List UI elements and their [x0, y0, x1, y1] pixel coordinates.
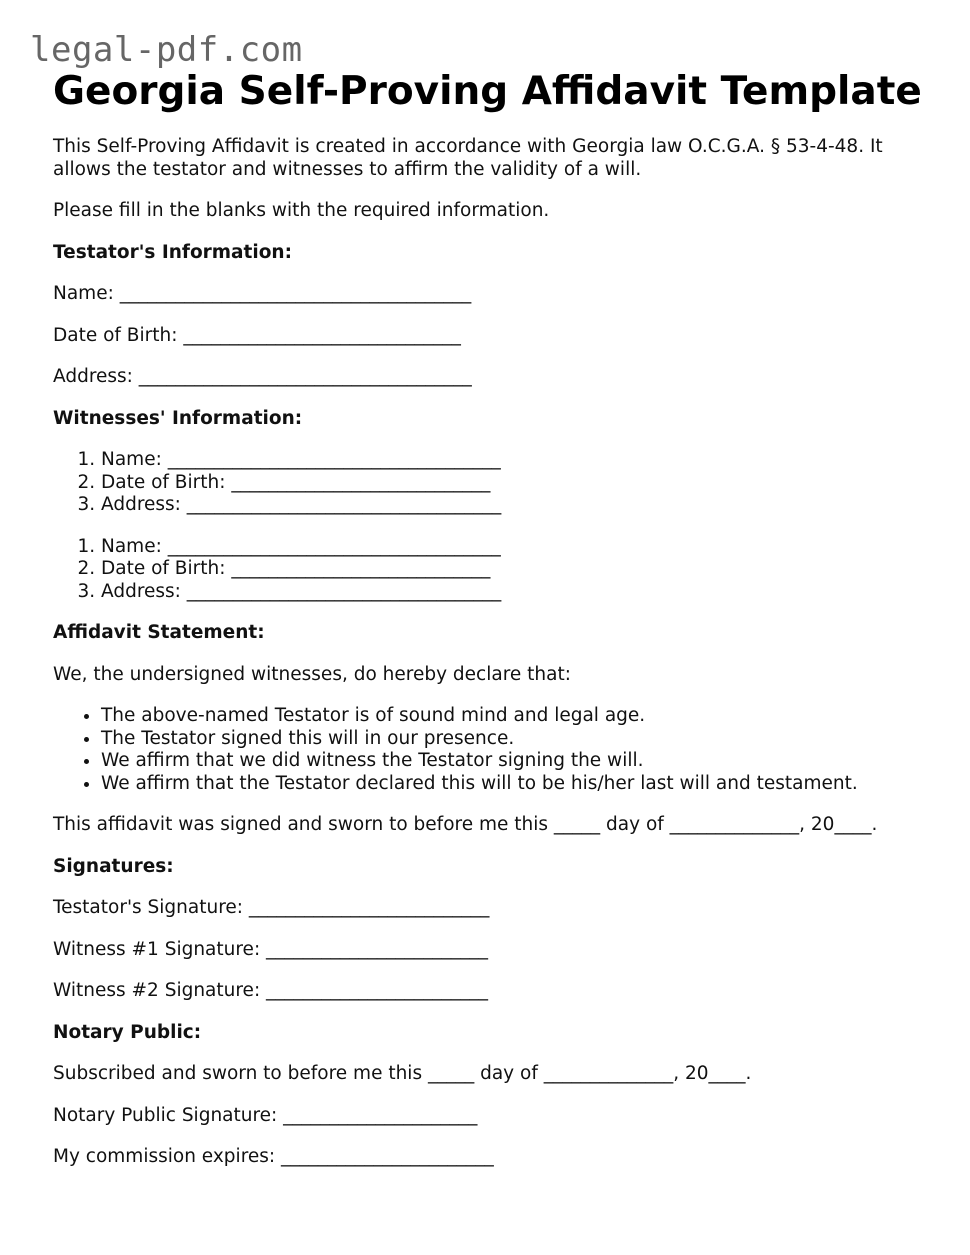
witness-two-signature-line: Witness #2 Signature: ________________________: [53, 980, 489, 1001]
witness-two-list: [53, 536, 933, 604]
witness-one-list: [53, 449, 933, 517]
list-item: 1. Name: ____________________________________: [101, 449, 933, 472]
affidavit-sworn-line: This affidavit was signed and sworn to before me this _____ day of ______________, 20____.: [53, 814, 878, 835]
list-item: • We affirm that the Testator declared this will to be his/her last will and testament.: [101, 773, 933, 796]
affidavit-bullets: [53, 705, 933, 795]
watermark: legal-pdf.com: [30, 30, 303, 70]
affidavit-heading: Affidavit Statement:: [53, 622, 265, 643]
list-item: 1. Name: ____________________________________: [101, 536, 933, 559]
list-item: 3. Address: __________________________________: [101, 494, 933, 517]
notary-commission-line: My commission expires: _______________________: [53, 1146, 494, 1167]
testator-signature-line: Testator's Signature: __________________________: [53, 897, 490, 918]
notary-heading: Notary Public:: [53, 1021, 202, 1043]
testator-heading: Testator's Information:: [53, 241, 293, 263]
list-item: 2. Date of Birth: ____________________________: [101, 558, 933, 581]
document-title: Georgia Self-Proving Affidavit Template: [53, 69, 922, 114]
witness-one-signature-line: Witness #1 Signature: ________________________: [53, 938, 489, 960]
instructions-paragraph: Please fill in the blanks with the required information.: [53, 200, 550, 221]
list-item: 3. Address: __________________________________: [101, 581, 933, 604]
notary-signature-line: Notary Public Signature: _____________________: [53, 1104, 478, 1126]
list-item: • We affirm that we did witness the Testator signing the will.: [101, 750, 933, 773]
testator-name-field: Name: ______________________________________: [53, 283, 472, 304]
testator-dob-field: Date of Birth: ______________________________: [53, 324, 461, 346]
intro-paragraph: This Self-Proving Affidavit is created in accordance with Georgia law O.C.G.A. § 53-4-48. It allows the testator and witnesses to affirm the validity of a will.: [53, 136, 883, 180]
document-body: [53, 68, 933, 1188]
affidavit-lead: We, the undersigned witnesses, do hereby declare that:: [53, 663, 571, 685]
list-item: • The above-named Testator is of sound mind and legal age.: [101, 705, 933, 728]
notary-subscribed-line: Subscribed and sworn to before me this _____ day of ______________, 20____.: [53, 1063, 752, 1084]
testator-address-field: Address: ____________________________________: [53, 366, 472, 387]
signatures-heading: Signatures:: [53, 855, 174, 877]
list-item: 2. Date of Birth: ____________________________: [101, 472, 933, 495]
witnesses-heading: Witnesses' Information:: [53, 407, 303, 429]
list-item: • The Testator signed this will in our presence.: [101, 728, 933, 751]
